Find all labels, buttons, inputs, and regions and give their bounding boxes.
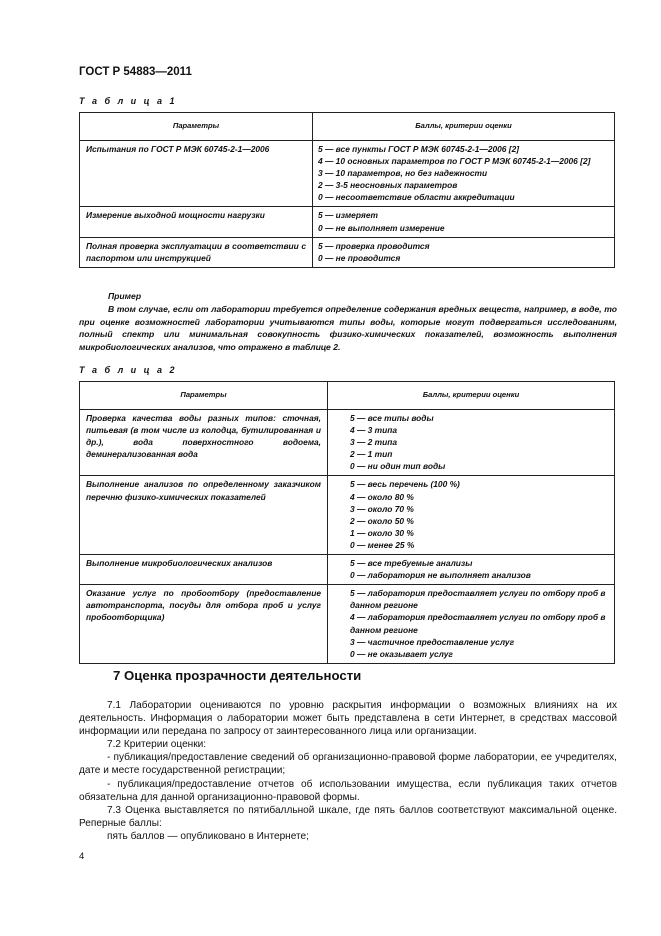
score-line: 4 — около 80 % bbox=[350, 491, 414, 502]
example-text: В том случае, если от лаборатории требуется определение содержания вредных веществ, например, в воде, то при оценке возможностей лаборатории учитываются типы воды, которые могут подвергаться исследованиям, полный спектр или минимальная совокупность физико-химических показателей, возможность выполнения микробиологических анализов, что отражено в таблице 2. bbox=[79, 303, 617, 353]
table1-header-row bbox=[80, 113, 615, 141]
param-cell: Оказание услуг по пробоотбору (предоставление автотранспорта, посуды для отбора проб и услуг пробоотборщика) bbox=[80, 585, 328, 664]
score-line: 2 — около 50 % bbox=[350, 515, 414, 526]
paragraph: - публикация/предоставление отчетов об использовании имущества, если публикация таких отчетов обязательна для данной организационно-правовой формы. bbox=[79, 778, 617, 803]
score-line: 0 — ни один тип воды bbox=[350, 461, 446, 472]
score-line: 5 — лаборатория предоставляет услуги по отбору проб в данном регионе bbox=[350, 588, 606, 611]
score-line: 0 — не проводится bbox=[318, 252, 401, 263]
score-cell bbox=[328, 555, 615, 585]
score-line: 5 — измеряет bbox=[318, 210, 378, 221]
example-title: Пример bbox=[108, 291, 142, 301]
param-cell: Испытания по ГОСТ Р МЭК 60745-2-1—2006 bbox=[80, 141, 313, 207]
score-line: 4 — лаборатория предоставляет услуги по отбору проб в данном регионе bbox=[350, 612, 606, 635]
paragraph: - публикация/предоставление сведений об организационно-правовой форме лаборатории, ее учредителях, дате и месте государственной регистрации; bbox=[79, 752, 617, 777]
table1-caption: Т а б л и ц а 1 bbox=[79, 96, 177, 106]
score-line: 0 — менее 25 % bbox=[350, 539, 415, 550]
score-line: 0 — не оказывает услуг bbox=[350, 648, 453, 659]
score-line: 4 — 10 основных параметров по ГОСТ Р МЭК 60745-2-1—2006 [2] bbox=[318, 156, 591, 167]
score-line: 3 — около 70 % bbox=[350, 503, 414, 514]
score-line: 0 — лаборатория не выполняет анализов bbox=[350, 570, 531, 581]
score-cell bbox=[328, 410, 615, 476]
param-cell: Выполнение анализов по определенному заказчиком перечню физико-химических показателей bbox=[80, 476, 328, 555]
table2 bbox=[79, 381, 615, 664]
document-header: ГОСТ Р 54883—2011 bbox=[79, 66, 192, 78]
table2-col-params: Параметры bbox=[80, 382, 328, 410]
score-cell bbox=[313, 141, 615, 207]
table-row bbox=[80, 555, 615, 585]
score-line: 1 — около 30 % bbox=[350, 527, 414, 538]
score-line: 2 — 1 тип bbox=[350, 449, 393, 460]
score-line: 5 — все требуемые анализы bbox=[350, 558, 473, 569]
table2-col-scores: Баллы, критерии оценки bbox=[328, 382, 615, 410]
table1-col-params: Параметры bbox=[80, 113, 313, 141]
score-line: 3 — 10 параметров, но без надежности bbox=[318, 168, 488, 179]
table2-header-row bbox=[80, 382, 615, 410]
score-line: 3 — 2 типа bbox=[350, 437, 398, 448]
table1-col-scores: Баллы, критерии оценки bbox=[313, 113, 615, 141]
score-line: 5 — весь перечень (100 %) bbox=[350, 479, 460, 490]
paragraph: 7.2 Критерии оценки: bbox=[107, 739, 207, 751]
paragraph: пять баллов — опубликовано в Интернете; bbox=[107, 830, 309, 842]
param-cell: Измерение выходной мощности нагрузки bbox=[80, 207, 313, 237]
section-heading: 7 Оценка прозрачности деятельности bbox=[113, 668, 362, 683]
score-line: 3 — частичное предоставление услуг bbox=[350, 636, 515, 647]
table-row bbox=[80, 207, 615, 237]
table1 bbox=[79, 112, 615, 268]
score-line: 5 — проверка проводится bbox=[318, 240, 430, 251]
score-cell bbox=[328, 476, 615, 555]
score-line: 5 — все пункты ГОСТ Р МЭК 60745-2-1—2006 [2] bbox=[318, 144, 520, 154]
score-cell bbox=[328, 585, 615, 664]
section-body bbox=[79, 699, 617, 843]
table-row bbox=[80, 585, 615, 664]
table-row bbox=[80, 237, 615, 267]
score-line: 4 — 3 типа bbox=[350, 425, 398, 436]
table-row bbox=[80, 410, 615, 476]
score-line: 0 — несоответствие области аккредитации bbox=[318, 192, 515, 203]
param-cell: Полная проверка эксплуатации в соответствии с паспортом или инструкцией bbox=[80, 237, 313, 267]
paragraph: 7.3 Оценка выставляется по пятибалльной шкале, где пять баллов соответствуют максимальной оценке. Реперные баллы: bbox=[79, 804, 617, 829]
table-row bbox=[80, 141, 615, 207]
example-block bbox=[79, 290, 617, 354]
score-cell bbox=[313, 207, 615, 237]
score-line: 2 — 3-5 неосновных параметров bbox=[318, 180, 458, 191]
score-line: 5 — все типы воды bbox=[350, 413, 434, 423]
table-row bbox=[80, 476, 615, 555]
param-cell: Выполнение микробиологических анализов bbox=[80, 555, 328, 585]
param-cell: Проверка качества воды разных типов: сточная, питьевая (в том числе из колодца, бутилированная и др.), вода поверхностного водоема, деминерализованная вода bbox=[80, 410, 328, 476]
score-line: 0 — не выполняет измерение bbox=[318, 222, 445, 233]
table2-caption: Т а б л и ц а 2 bbox=[79, 365, 177, 375]
paragraph: 7.1 Лаборатории оцениваются по уровню раскрытия информации о возможных влияниях на их деятельность. Информация о лаборатории может быть представлена в сети Интернет, в средствах массовой информации или передана по запросу от заинтересованного лица или организации. bbox=[79, 700, 617, 738]
score-cell bbox=[313, 237, 615, 267]
page-number: 4 bbox=[79, 851, 85, 862]
